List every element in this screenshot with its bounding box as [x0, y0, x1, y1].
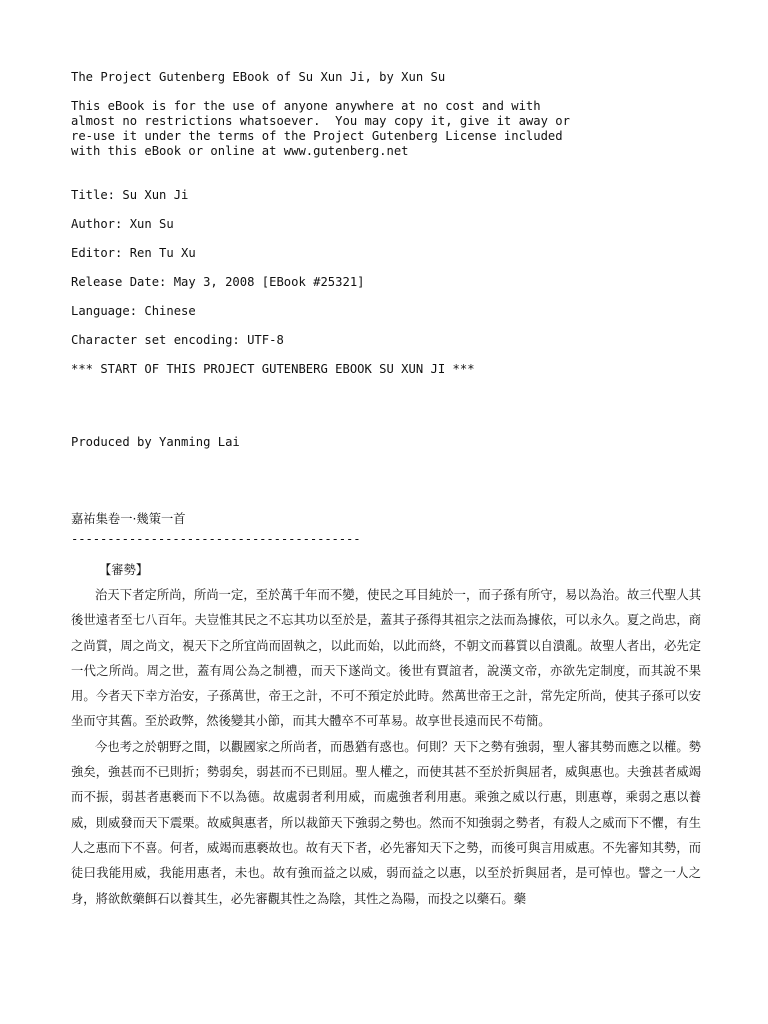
chapter-heading: 嘉祐集卷一·幾策一首	[71, 512, 186, 526]
meta-author: Author: Xun Su	[71, 217, 174, 231]
license-line: almost no restrictions whatsoever. You may copy it, give it away or	[71, 114, 570, 128]
meta-title: Title: Su Xun Ji	[71, 188, 189, 202]
ebook-title-line: The Project Gutenberg EBook of Su Xun Ji, by Xun Su	[71, 70, 446, 84]
body-paragraph: 今也考之於朝野之間，以觀國家之所尚者，而愚猶有惑也。何則？天下之勢有強弱，聖人審其勢而應之以權。勢強矣，強甚而不已則折；勢弱矣，弱甚而不已則屈。聖人權之，而使其甚不至於折與屈者，威與惠也。夫強甚者威竭而不振，弱甚者惠褻而下不以為德。故處弱者利用威，而處強者利用惠。乘強之威以行惠，則惠尊，乘弱之惠以養威，則威發而天下震栗。故威與惠者，所以裁節天下強弱之勢也。然而不知強弱之勢者，有殺人之威而下不懼，有生人之惠而下不喜。何者，威竭而惠褻故也。故有天下者，必先審知天下之勢，而後可與言用威惠。不先審知其勢，而徒曰我能用威，我能用惠者，未也。故有強而益之以威，弱而益之以惠，以至於折與屈者，是可悼也。譬之一人之身，將欲飲藥餌石以養其生，必先審觀其性之為陰，其性之為陽，而投之以藥石。藥	[71, 739, 701, 906]
meta-editor: Editor: Ren Tu Xu	[71, 246, 196, 260]
meta-release-date: Release Date: May 3, 2008 [EBook #25321]	[71, 275, 365, 289]
meta-language: Language: Chinese	[71, 304, 196, 318]
chapter-underline: ----------------------------------------	[71, 532, 361, 546]
license-line: This eBook is for the use of anyone anywhere at no cost and with	[71, 99, 541, 113]
section-title: 【審勢】	[99, 563, 149, 577]
license-line: re-use it under the terms of the Project Gutenberg License included	[71, 129, 563, 143]
start-marker: *** START OF THIS PROJECT GUTENBERG EBOOK SU XUN JI ***	[71, 362, 475, 376]
meta-encoding: Character set encoding: UTF-8	[71, 333, 284, 347]
license-line: with this eBook or online at www.gutenberg.net	[71, 144, 409, 158]
ebook-page	[71, 70, 701, 912]
license-notice	[71, 99, 701, 159]
produced-by: Produced by Yanming Lai	[71, 435, 240, 449]
body-paragraph: 治天下者定所尚，所尚一定，至於萬千年而不變，使民之耳目純於一，而子孫有所守，易以為治。故三代聖人其後世遠者至七八百年。夫豈惟其民之不忘其功以至於是，蓋其子孫得其祖宗之法而為據依，可以永久。夏之尚忠，商之尚質，周之尚文，視天下之所宜尚而固執之，以此而始，以此而終，不朝文而暮質以自潰亂。故聖人者出，必先定一代之所尚。周之世，蓋有周公為之制禮，而天下遂尚文。後世有賈誼者，說漢文帝，亦欲先定制度，而其說不果用。今者天下幸方治安，子孫萬世，帝王之計，不可不預定於此時。然萬世帝王之計，常先定所尚，使其子孫可以安坐而守其舊。至於政弊，然後變其小節，而其大體卒不可革易。故享世長遠而民不苟簡。	[71, 588, 701, 729]
